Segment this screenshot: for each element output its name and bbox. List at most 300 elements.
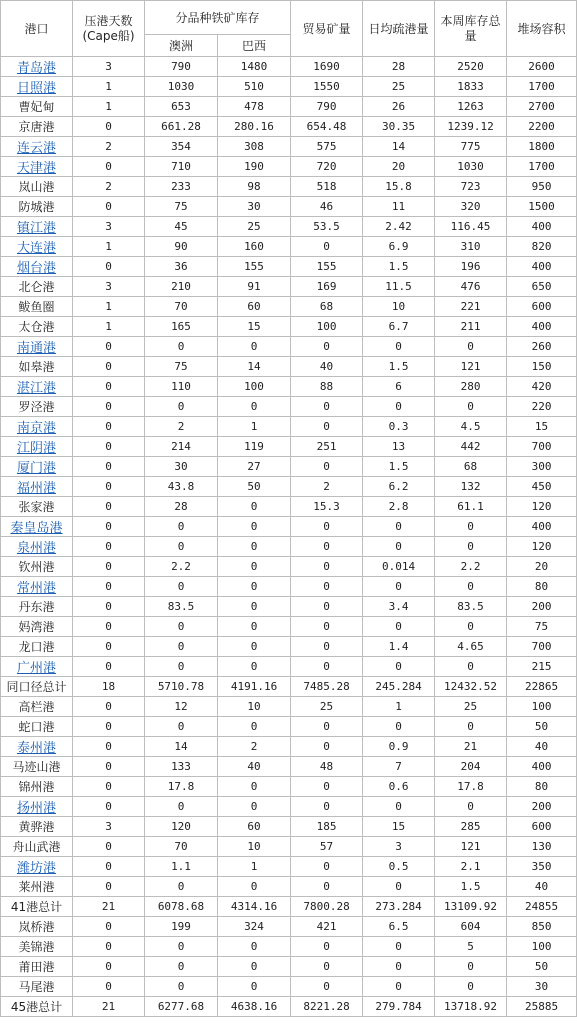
port-link[interactable]: 潍坊港 (1, 857, 73, 877)
port-link[interactable]: 厦门港 (1, 457, 73, 477)
cell-days: 0 (73, 977, 145, 997)
cell-daily: 273.284 (363, 897, 435, 917)
table-body (1, 57, 577, 1017)
cell-trade: 57 (291, 837, 363, 857)
table-row (1, 57, 577, 77)
cell-days: 3 (73, 277, 145, 297)
cell-aus: 0 (145, 797, 218, 817)
cell-daily: 3 (363, 837, 435, 857)
cell-days: 0 (73, 837, 145, 857)
cell-aus: 75 (145, 197, 218, 217)
cell-cap: 40 (507, 877, 577, 897)
port-name: 马迹山港 (1, 757, 73, 777)
cell-cap: 700 (507, 637, 577, 657)
cell-aus: 45 (145, 217, 218, 237)
cell-trade: 0 (291, 977, 363, 997)
cell-trade: 0 (291, 617, 363, 637)
cell-cap: 400 (507, 317, 577, 337)
cell-trade: 1550 (291, 77, 363, 97)
cell-week: 132 (435, 477, 507, 497)
cell-days: 1 (73, 77, 145, 97)
table-row (1, 977, 577, 997)
cell-cap: 15 (507, 417, 577, 437)
cell-daily: 0 (363, 797, 435, 817)
table-row (1, 477, 577, 497)
cell-aus: 14 (145, 737, 218, 757)
cell-aus: 0 (145, 657, 218, 677)
table-row (1, 437, 577, 457)
cell-trade: 575 (291, 137, 363, 157)
table-row (1, 997, 577, 1017)
table-row (1, 217, 577, 237)
port-link[interactable]: 常州港 (1, 577, 73, 597)
cell-trade: 0 (291, 417, 363, 437)
cell-bra: 510 (218, 77, 291, 97)
port-link[interactable]: 扬州港 (1, 797, 73, 817)
cell-daily: 0 (363, 337, 435, 357)
cell-daily: 0.9 (363, 737, 435, 757)
cell-days: 0 (73, 757, 145, 777)
cell-daily: 0.014 (363, 557, 435, 577)
cell-week: 0 (435, 957, 507, 977)
cell-trade: 654.48 (291, 117, 363, 137)
cell-week: 204 (435, 757, 507, 777)
cell-daily: 0 (363, 717, 435, 737)
table-row (1, 297, 577, 317)
table-row (1, 537, 577, 557)
cell-cap: 215 (507, 657, 577, 677)
cell-days: 0 (73, 937, 145, 957)
table-row (1, 97, 577, 117)
cell-trade: 155 (291, 257, 363, 277)
cell-days: 21 (73, 997, 145, 1017)
table-row (1, 897, 577, 917)
cell-aus: 0 (145, 977, 218, 997)
cell-week: 121 (435, 357, 507, 377)
cell-week: 2.1 (435, 857, 507, 877)
table-row (1, 417, 577, 437)
cell-bra: 100 (218, 377, 291, 397)
cell-days: 0 (73, 637, 145, 657)
cell-cap: 300 (507, 457, 577, 477)
cell-daily: 0 (363, 517, 435, 537)
cell-bra: 60 (218, 297, 291, 317)
cell-cap: 400 (507, 517, 577, 537)
cell-week: 196 (435, 257, 507, 277)
cell-trade: 0 (291, 797, 363, 817)
cell-aus: 120 (145, 817, 218, 837)
table-row (1, 597, 577, 617)
cell-week: 476 (435, 277, 507, 297)
cell-cap: 820 (507, 237, 577, 257)
table-row (1, 677, 577, 697)
cell-trade: 25 (291, 697, 363, 717)
cell-cap: 200 (507, 597, 577, 617)
port-link[interactable]: 南通港 (1, 337, 73, 357)
cell-aus: 0 (145, 957, 218, 977)
cell-bra: 4314.16 (218, 897, 291, 917)
port-link[interactable]: 秦皇岛港 (1, 517, 73, 537)
cell-trade: 0 (291, 717, 363, 737)
cell-trade: 0 (291, 237, 363, 257)
port-link[interactable]: 镇江港 (1, 217, 73, 237)
cell-aus: 0 (145, 517, 218, 537)
cell-trade: 518 (291, 177, 363, 197)
cell-trade: 0 (291, 457, 363, 477)
cell-week: 13109.92 (435, 897, 507, 917)
port-name: 妈湾港 (1, 617, 73, 637)
cell-days: 0 (73, 157, 145, 177)
cell-cap: 80 (507, 777, 577, 797)
cell-aus: 70 (145, 837, 218, 857)
cell-bra: 98 (218, 177, 291, 197)
port-name: 太仓港 (1, 317, 73, 337)
cell-days: 18 (73, 677, 145, 697)
port-name: 莱州港 (1, 877, 73, 897)
cell-trade: 0 (291, 397, 363, 417)
cell-daily: 15 (363, 817, 435, 837)
cell-days: 3 (73, 57, 145, 77)
cell-week: 116.45 (435, 217, 507, 237)
cell-days: 0 (73, 457, 145, 477)
cell-cap: 600 (507, 297, 577, 317)
cell-bra: 15 (218, 317, 291, 337)
cell-bra: 0 (218, 797, 291, 817)
cell-week: 2520 (435, 57, 507, 77)
table-row (1, 397, 577, 417)
cell-daily: 10 (363, 297, 435, 317)
table-row (1, 917, 577, 937)
cell-cap: 2200 (507, 117, 577, 137)
cell-week: 723 (435, 177, 507, 197)
port-link[interactable]: 青岛港 (1, 57, 73, 77)
cell-daily: 0.5 (363, 857, 435, 877)
cell-trade: 2 (291, 477, 363, 497)
cell-trade: 0 (291, 517, 363, 537)
cell-daily: 20 (363, 157, 435, 177)
cell-cap: 50 (507, 717, 577, 737)
port-name: 45港总计 (1, 997, 73, 1017)
cell-week: 1030 (435, 157, 507, 177)
cell-cap: 150 (507, 357, 577, 377)
cell-aus: 1030 (145, 77, 218, 97)
cell-week: 285 (435, 817, 507, 837)
cell-bra: 0 (218, 777, 291, 797)
cell-daily: 0 (363, 577, 435, 597)
cell-cap: 22865 (507, 677, 577, 697)
cell-daily: 3.4 (363, 597, 435, 617)
cell-aus: 0 (145, 397, 218, 417)
cell-trade: 53.5 (291, 217, 363, 237)
cell-trade: 1690 (291, 57, 363, 77)
cell-bra: 0 (218, 657, 291, 677)
cell-aus: 12 (145, 697, 218, 717)
cell-trade: 0 (291, 957, 363, 977)
cell-cap: 100 (507, 937, 577, 957)
cell-daily: 26 (363, 97, 435, 117)
cell-daily: 0 (363, 877, 435, 897)
cell-trade: 0 (291, 577, 363, 597)
cell-bra: 14 (218, 357, 291, 377)
cell-bra: 0 (218, 597, 291, 617)
cell-daily: 0.6 (363, 777, 435, 797)
cell-cap: 1700 (507, 157, 577, 177)
port-name: 舟山武港 (1, 837, 73, 857)
port-name: 岚山港 (1, 177, 73, 197)
port-name: 钦州港 (1, 557, 73, 577)
port-link[interactable]: 大连港 (1, 237, 73, 257)
cell-week: 4.5 (435, 417, 507, 437)
cell-daily: 0 (363, 617, 435, 637)
cell-daily: 0.3 (363, 417, 435, 437)
cell-trade: 46 (291, 197, 363, 217)
port-link[interactable]: 连云港 (1, 137, 73, 157)
cell-cap: 40 (507, 737, 577, 757)
cell-days: 0 (73, 797, 145, 817)
table-row (1, 617, 577, 637)
cell-bra: 0 (218, 977, 291, 997)
cell-trade: 0 (291, 537, 363, 557)
port-name: 鲅鱼圈 (1, 297, 73, 317)
port-name: 张家港 (1, 497, 73, 517)
cell-trade: 88 (291, 377, 363, 397)
cell-trade: 790 (291, 97, 363, 117)
table-row (1, 257, 577, 277)
cell-week: 0 (435, 977, 507, 997)
cell-aus: 17.8 (145, 777, 218, 797)
cell-cap: 50 (507, 957, 577, 977)
cell-daily: 0 (363, 657, 435, 677)
port-link[interactable]: 南京港 (1, 417, 73, 437)
cell-days: 1 (73, 237, 145, 257)
cell-daily: 1.4 (363, 637, 435, 657)
table-row (1, 577, 577, 597)
table-row (1, 357, 577, 377)
cell-bra: 4638.16 (218, 997, 291, 1017)
port-link[interactable]: 福州港 (1, 477, 73, 497)
port-link[interactable]: 天津港 (1, 157, 73, 177)
cell-days: 0 (73, 497, 145, 517)
header-daily: 日均疏港量 (363, 1, 435, 57)
cell-cap: 100 (507, 697, 577, 717)
cell-days: 0 (73, 957, 145, 977)
cell-daily: 7 (363, 757, 435, 777)
table-row (1, 197, 577, 217)
cell-trade: 0 (291, 337, 363, 357)
cell-bra: 0 (218, 577, 291, 597)
cell-days: 0 (73, 257, 145, 277)
port-name: 京唐港 (1, 117, 73, 137)
cell-days: 0 (73, 657, 145, 677)
cell-days: 0 (73, 437, 145, 457)
table-row (1, 697, 577, 717)
cell-aus: 0 (145, 617, 218, 637)
cell-week: 0 (435, 717, 507, 737)
cell-days: 0 (73, 557, 145, 577)
cell-trade: 0 (291, 857, 363, 877)
cell-daily: 28 (363, 57, 435, 77)
cell-aus: 354 (145, 137, 218, 157)
cell-trade: 0 (291, 657, 363, 677)
cell-bra: 155 (218, 257, 291, 277)
cell-aus: 199 (145, 917, 218, 937)
port-link[interactable]: 烟台港 (1, 257, 73, 277)
cell-bra: 0 (218, 397, 291, 417)
cell-trade: 0 (291, 637, 363, 657)
table-row (1, 737, 577, 757)
cell-days: 0 (73, 117, 145, 137)
port-name: 北仑港 (1, 277, 73, 297)
port-link[interactable]: 泉州港 (1, 537, 73, 557)
cell-days: 0 (73, 357, 145, 377)
cell-aus: 36 (145, 257, 218, 277)
cell-week: 61.1 (435, 497, 507, 517)
table-row (1, 557, 577, 577)
cell-daily: 0 (363, 537, 435, 557)
cell-aus: 83.5 (145, 597, 218, 617)
cell-daily: 279.784 (363, 997, 435, 1017)
cell-cap: 260 (507, 337, 577, 357)
cell-aus: 30 (145, 457, 218, 477)
cell-aus: 661.28 (145, 117, 218, 137)
cell-bra: 91 (218, 277, 291, 297)
port-name: 岚桥港 (1, 917, 73, 937)
cell-cap: 600 (507, 817, 577, 837)
cell-cap: 350 (507, 857, 577, 877)
cell-cap: 25885 (507, 997, 577, 1017)
cell-trade: 48 (291, 757, 363, 777)
cell-bra: 30 (218, 197, 291, 217)
table-row (1, 837, 577, 857)
cell-trade: 0 (291, 557, 363, 577)
cell-week: 221 (435, 297, 507, 317)
cell-daily: 245.284 (363, 677, 435, 697)
cell-daily: 1.5 (363, 457, 435, 477)
cell-aus: 214 (145, 437, 218, 457)
cell-bra: 280.16 (218, 117, 291, 137)
cell-daily: 6.9 (363, 237, 435, 257)
cell-bra: 2 (218, 737, 291, 757)
port-link[interactable]: 日照港 (1, 77, 73, 97)
cell-days: 3 (73, 817, 145, 837)
cell-days: 0 (73, 377, 145, 397)
cell-days: 0 (73, 577, 145, 597)
cell-week: 1833 (435, 77, 507, 97)
cell-days: 0 (73, 597, 145, 617)
cell-aus: 790 (145, 57, 218, 77)
table-row (1, 757, 577, 777)
port-name: 锦州港 (1, 777, 73, 797)
cell-daily: 6 (363, 377, 435, 397)
cell-bra: 0 (218, 717, 291, 737)
cell-week: 0 (435, 537, 507, 557)
header-week: 本周库存总量 (435, 1, 507, 57)
cell-bra: 119 (218, 437, 291, 457)
cell-aus: 70 (145, 297, 218, 317)
cell-daily: 1.5 (363, 357, 435, 377)
cell-week: 604 (435, 917, 507, 937)
cell-trade: 0 (291, 737, 363, 757)
cell-cap: 650 (507, 277, 577, 297)
cell-daily: 30.35 (363, 117, 435, 137)
port-link[interactable]: 江阴港 (1, 437, 73, 457)
cell-trade: 40 (291, 357, 363, 377)
cell-daily: 0 (363, 397, 435, 417)
cell-bra: 1 (218, 857, 291, 877)
table-row (1, 517, 577, 537)
cell-days: 2 (73, 137, 145, 157)
cell-days: 1 (73, 97, 145, 117)
cell-week: 442 (435, 437, 507, 457)
table-row (1, 237, 577, 257)
table-row (1, 317, 577, 337)
cell-aus: 2.2 (145, 557, 218, 577)
cell-bra: 27 (218, 457, 291, 477)
cell-aus: 5710.78 (145, 677, 218, 697)
cell-daily: 2.42 (363, 217, 435, 237)
cell-week: 17.8 (435, 777, 507, 797)
cell-week: 320 (435, 197, 507, 217)
cell-bra: 478 (218, 97, 291, 117)
cell-cap: 20 (507, 557, 577, 577)
cell-aus: 6277.68 (145, 997, 218, 1017)
cell-cap: 950 (507, 177, 577, 197)
port-link[interactable]: 湛江港 (1, 377, 73, 397)
cell-week: 1.5 (435, 877, 507, 897)
port-link[interactable]: 广州港 (1, 657, 73, 677)
cell-bra: 0 (218, 537, 291, 557)
cell-days: 0 (73, 717, 145, 737)
cell-days: 3 (73, 217, 145, 237)
table-row (1, 377, 577, 397)
cell-bra: 10 (218, 837, 291, 857)
port-name: 马尾港 (1, 977, 73, 997)
cell-trade: 7485.28 (291, 677, 363, 697)
cell-week: 4.65 (435, 637, 507, 657)
cell-week: 0 (435, 797, 507, 817)
cell-days: 0 (73, 617, 145, 637)
cell-days: 0 (73, 337, 145, 357)
cell-aus: 165 (145, 317, 218, 337)
cell-bra: 25 (218, 217, 291, 237)
cell-bra: 1480 (218, 57, 291, 77)
table-row (1, 137, 577, 157)
port-name: 曹妃甸 (1, 97, 73, 117)
cell-aus: 1.1 (145, 857, 218, 877)
cell-aus: 110 (145, 377, 218, 397)
cell-days: 0 (73, 917, 145, 937)
cell-days: 1 (73, 297, 145, 317)
cell-days: 0 (73, 517, 145, 537)
table-row (1, 457, 577, 477)
cell-aus: 0 (145, 937, 218, 957)
cell-week: 280 (435, 377, 507, 397)
cell-trade: 100 (291, 317, 363, 337)
cell-daily: 6.2 (363, 477, 435, 497)
table-row (1, 77, 577, 97)
table-row (1, 877, 577, 897)
cell-trade: 0 (291, 937, 363, 957)
cell-bra: 0 (218, 557, 291, 577)
port-link[interactable]: 泰州港 (1, 737, 73, 757)
cell-trade: 68 (291, 297, 363, 317)
cell-bra: 10 (218, 697, 291, 717)
cell-daily: 6.5 (363, 917, 435, 937)
cell-cap: 400 (507, 257, 577, 277)
table-row (1, 957, 577, 977)
cell-days: 0 (73, 697, 145, 717)
cell-week: 0 (435, 337, 507, 357)
